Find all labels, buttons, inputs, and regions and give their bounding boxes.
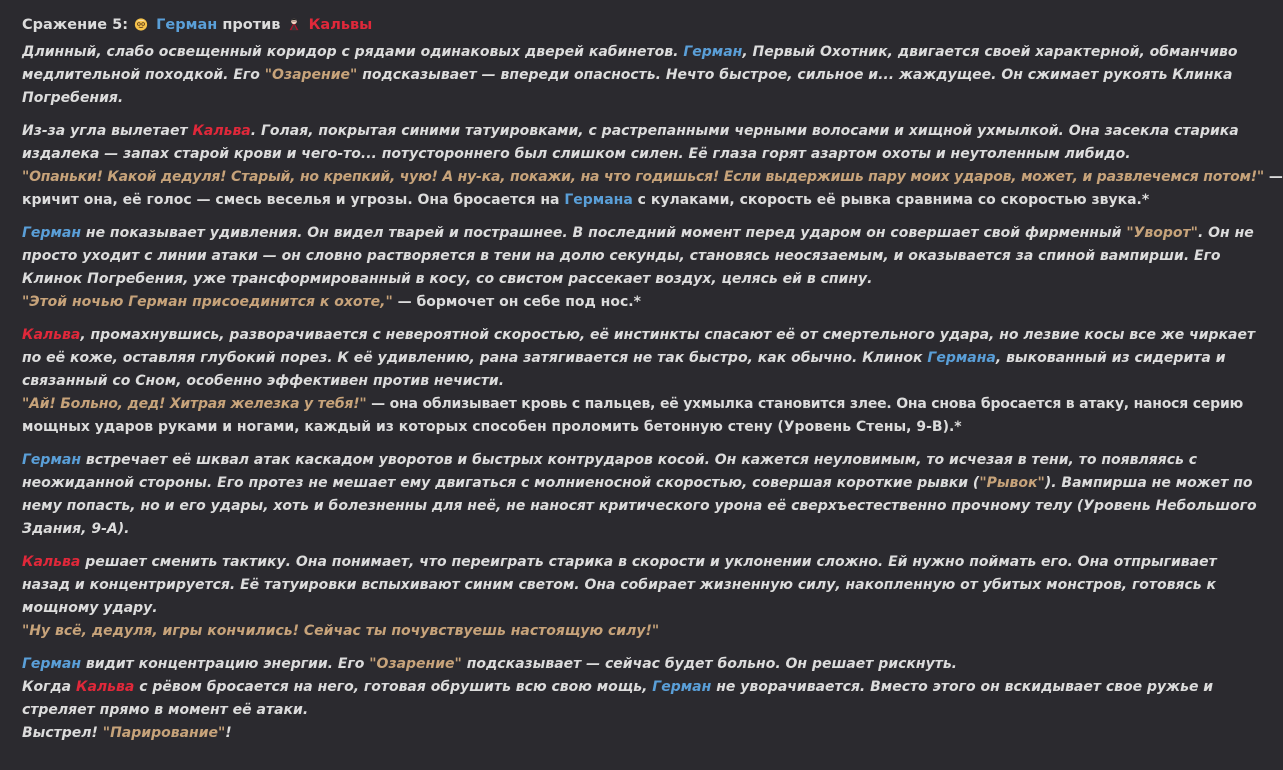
ability-ozarenie: "Озарение": [369, 656, 462, 672]
ability-parirovanie: "Парирование": [102, 725, 226, 741]
name-herman: Германа: [927, 350, 996, 366]
old-man-emoji-icon: [134, 17, 148, 31]
text-line: Клинок Погребения, уже трансформированный в косу, со свистом рассекает воздух, целясь ей в спину.: [22, 271, 873, 287]
text-line: связанный со Сном, особенно эффективен против нечисти.: [22, 373, 505, 389]
vampire-emoji-icon: [287, 17, 301, 31]
text-line: "Опаньки! Какой дедуля! Старый, но крепкий, чую! А ну-ка, покажи, на что годишься! Если выдержишь пару моих ударов, может, и развлечемся потом!" —: [22, 169, 1283, 185]
paragraph-kalva-charges: [22, 551, 1217, 643]
ability-ozarenie: "Озарение": [264, 67, 358, 83]
text-line: Выстрел! "Парирование"!: [22, 725, 232, 741]
name-herman: Герман: [652, 679, 712, 695]
name-herman: Германа: [564, 192, 633, 208]
battle-title: [22, 14, 1150, 36]
text-line: просто уходит с линии атаки — он словно растворяется в тени на долю секунды, становясь неосязаемым, и оказывается за спиной вампирши. Его: [22, 248, 1221, 264]
versus-label: против: [222, 17, 281, 33]
text-line: Герман видит концентрацию энергии. Его "Озарение" подсказывает — сейчас будет больно. Он решает рискнуть.: [22, 656, 957, 672]
paragraph-kalva-wounded: [22, 324, 1256, 439]
text-line: Погребения.: [22, 90, 124, 106]
text-line: Длинный, слабо освещенный коридор с рядами одинаковых дверей кабинетов. Герман, Первый Охотник, двигается своей характерной, обманчиво: [22, 44, 1238, 60]
name-herman: Герман: [22, 452, 82, 468]
text-line: мощных ударов руками и ногами, каждый из которых способен проломить бетонную стену (Уровень Стены, 9-B).*: [22, 419, 962, 435]
text-line: неожиданной стороны. Его протез не мешает ему двигаться с молниеносной скоростью, совершая короткие рывки ("Рывок"). Вампирша не может по: [22, 475, 1253, 491]
text-line: Кальва решает сменить тактику. Она понимает, что переиграть старика в скорости и уклонении сложно. Ей нужно поймать его. Она отпрыгивает: [22, 554, 1217, 570]
quote-kalva: "Опаньки! Какой дедуля! Старый, но крепкий, чую! А ну-ка, покажи, на что годишься! Если выдержишь пару моих ударов, может, и развлечемся потом!": [22, 169, 1265, 185]
text-line: Когда Кальва с рёвом бросается на него, готовая обрушить всю свою мощь, Герман не уворачивается. Вместо этого он вскидывает свое ружье и: [22, 679, 1214, 695]
quote-herman: "Этой ночью Герман присоединится к охоте,": [22, 294, 393, 310]
name-kalva: Кальва: [22, 554, 81, 570]
quote-kalva: "Ну всё, дедуля, игры кончились! Сейчас ты почувствуешь настоящую силу!": [22, 623, 660, 639]
text-line: по её коже, оставляя глубокий порез. К её удивлению, рана затягивается не так быстро, как обычно. Клинок Германа, выкованный из сидерита и: [22, 350, 1226, 366]
quote-kalva: "Ай! Больно, дед! Хитрая железка у тебя!": [22, 396, 367, 412]
paragraph-kalva-appears: [22, 120, 1283, 212]
text-line: назад и концентрируется. Её татуировки вспыхивают синим светом. Она собирает жизненную силу, накопленную от убитых монстров, готовясь к: [22, 577, 1217, 593]
name-kalva: Кальва: [22, 327, 81, 343]
name-kalva: Кальва: [192, 123, 251, 139]
name-herman: Герман: [683, 44, 743, 60]
text-line: Здания, 9-A).: [22, 521, 130, 537]
text-line: издалека — запах старой крови и чего-то... потустороннего был слишком силен. Её глаза горят азартом охоты и неутоленным либидо.: [22, 146, 1131, 162]
paragraph-intro: [22, 41, 1238, 110]
paragraph-herman-counters: [22, 449, 1257, 541]
text-line: "Этой ночью Герман присоединится к охоте," — бормочет он себе под нос.*: [22, 294, 641, 310]
text-line: мощному удару.: [22, 600, 158, 616]
fighter-kalva-name: Кальвы: [308, 17, 373, 33]
paragraph-parry: [22, 653, 1214, 745]
ability-uvorot: "Уворот": [1126, 225, 1198, 241]
battle-title-prefix: Сражение 5:: [22, 17, 129, 33]
text-line: нему попасть, но и его удары, хоть и болезненны для неё, не наносят критического урона её сверхъестественно прочному телу (Уровень Небольшого: [22, 498, 1257, 514]
text-line: Кальва, промахнувшись, разворачивается с невероятной скоростью, её инстинкты спасают её от смертельного удара, но лезвие косы все же чиркает: [22, 327, 1256, 343]
paragraph-herman-dodges: [22, 222, 1254, 314]
ability-ryvok: "Рывок": [979, 475, 1045, 491]
name-herman: Герман: [22, 225, 82, 241]
text-line: Герман не показывает удивления. Он видел тварей и пострашнее. В последний момент перед ударом он совершает свой фирменный "Уворот". Он не: [22, 225, 1254, 241]
name-kalva: Кальва: [76, 679, 135, 695]
text-line: медлительной походкой. Его "Озарение" подсказывает — впереди опасность. Нечто быстрое, сильное и... жаждущее. Он сжимает рукоять Клинка: [22, 67, 1233, 83]
text-line: "Ай! Больно, дед! Хитрая железка у тебя!" — она облизывает кровь с пальцев, её ухмылка становится злее. Она снова бросается в атаку, нанося серию: [22, 396, 1243, 412]
text-line: стреляет прямо в момент её атаки.: [22, 702, 309, 718]
text-line: Из-за угла вылетает Кальва. Голая, покрытая синими татуировками, с растрепанными черными волосами и хищной ухмылкой. Она засекла старика: [22, 123, 1239, 139]
text-line: кричит она, её голос — смесь веселья и угрозы. Она бросается на Германа с кулаками, скорость её рывка сравнима со скоростью звука.*: [22, 192, 1150, 208]
text-line: Герман встречает её шквал атак каскадом уворотов и быстрых контрударов косой. Он кажется неуловимым, то исчезая в тени, то появляясь с: [22, 452, 1198, 468]
name-herman: Герман: [22, 656, 82, 672]
fighter-herman-name: Герман: [156, 17, 218, 33]
